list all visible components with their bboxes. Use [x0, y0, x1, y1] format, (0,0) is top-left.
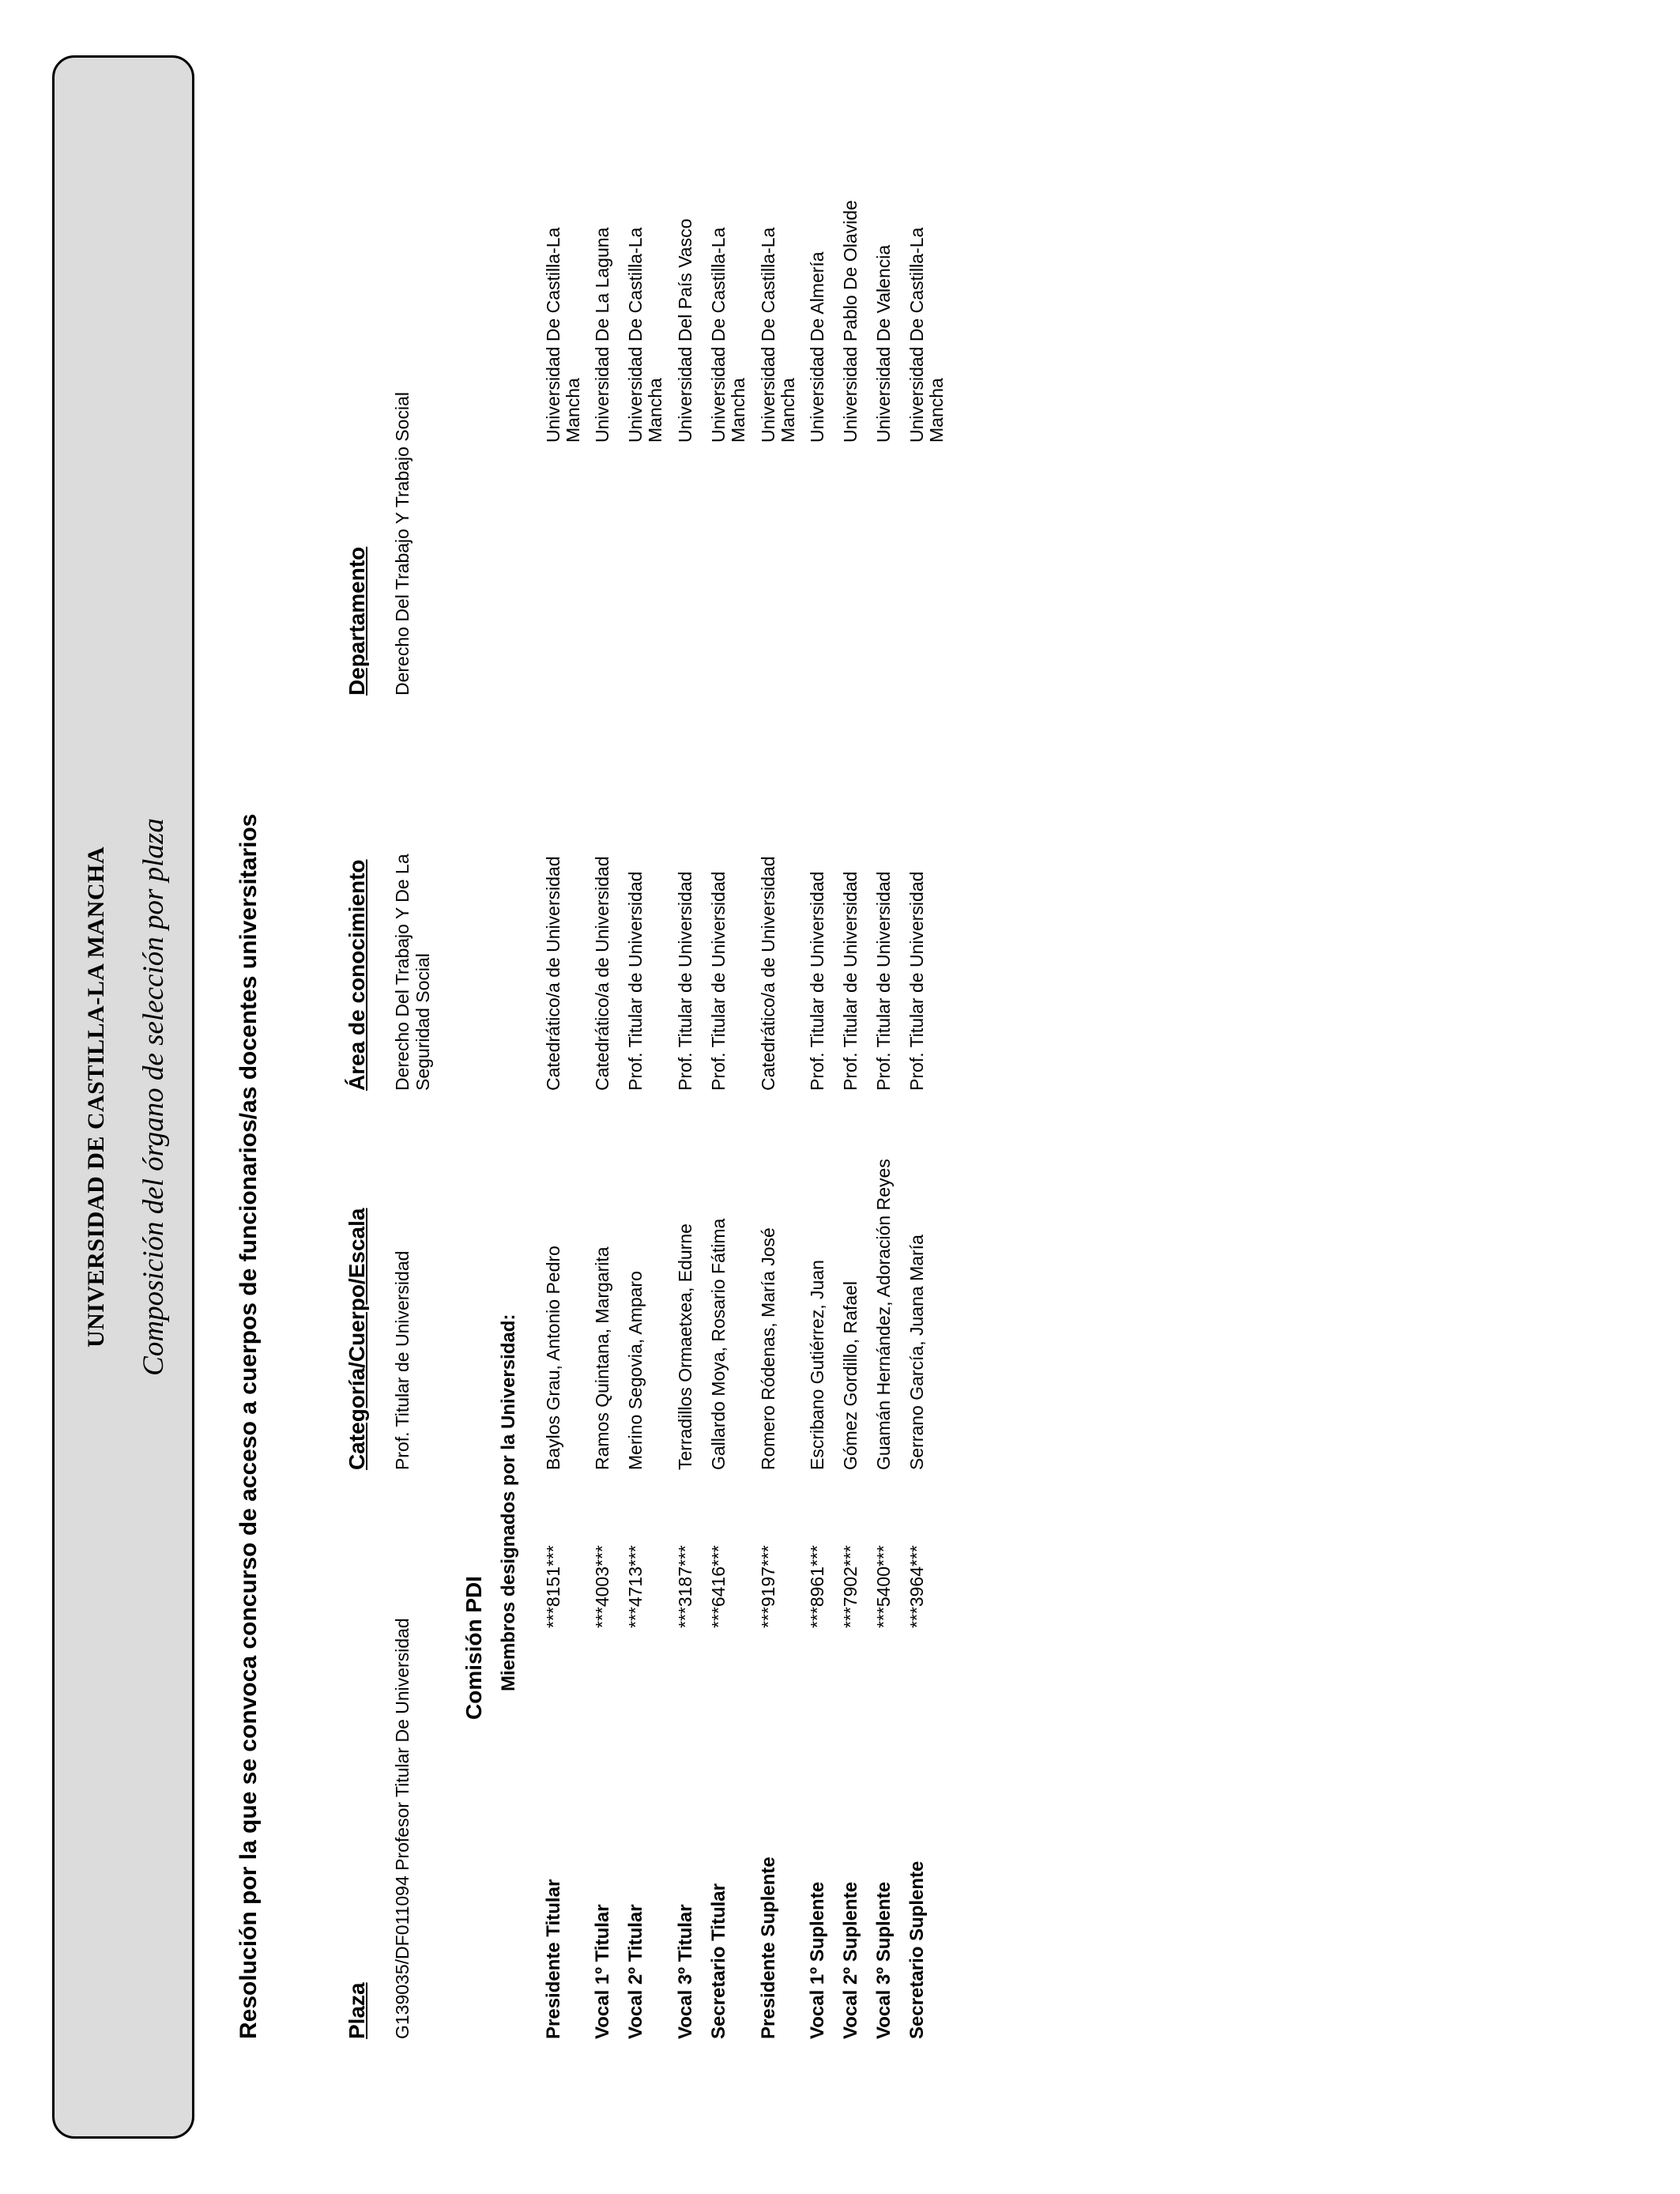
header-area: Área de conocimiento	[345, 859, 369, 1091]
member-role: Vocal 1º Titular	[592, 1904, 613, 2039]
member-dni: ***6416***	[708, 1545, 729, 1628]
member-category: Prof. Titular de Universidad	[906, 871, 927, 1091]
resolution-title: Resolución por la que se convoca concurso de acceso a cuerpos de funcionarios/as docentes universitarios	[235, 813, 262, 2039]
member-role: Secretario Titular	[708, 1883, 729, 2039]
member-dni: ***3187***	[675, 1545, 695, 1628]
member-institution: Universidad De Almería	[807, 251, 827, 443]
member-role: Vocal 2º Suplente	[840, 1881, 861, 2039]
member-category: Prof. Titular de Universidad	[675, 871, 695, 1091]
member-dni: ***7902***	[840, 1545, 861, 1628]
header-box	[52, 55, 194, 2139]
member-institution: Universidad De Castilla-La Mancha	[543, 227, 583, 443]
header-departamento: Departamento	[345, 546, 369, 696]
member-role: Vocal 2º Titular	[625, 1904, 646, 2039]
member-dni: ***4003***	[592, 1545, 612, 1628]
member-category: Catedrático/a de Universidad	[758, 856, 778, 1091]
member-dni: ***8961***	[807, 1545, 827, 1628]
member-category: Catedrático/a de Universidad	[592, 856, 612, 1091]
university-title: UNIVERSIDAD DE CASTILLA-LA MANCHA	[83, 846, 109, 1348]
member-category: Catedrático/a de Universidad	[543, 856, 563, 1091]
member-category: Prof. Titular de Universidad	[840, 871, 861, 1091]
member-dni: ***8151***	[543, 1545, 563, 1628]
member-dni: ***4713***	[625, 1545, 646, 1628]
header-categoria: Categoría/Cuerpo/Escala	[345, 1208, 369, 1470]
member-name: Merino Segovia, Amparo	[625, 1271, 646, 1470]
member-row	[626, 0, 673, 2194]
member-row	[907, 0, 955, 2194]
member-name: Terradillos Ormaetxea, Edurne	[675, 1223, 695, 1470]
member-name: Guamán Hernández, Adoración Reyes	[873, 1159, 894, 1470]
member-name: Gómez Gordillo, Rafael	[840, 1280, 861, 1470]
member-row	[544, 0, 591, 2194]
member-role: Vocal 3º Titular	[675, 1904, 696, 2039]
member-category: Prof. Titular de Universidad	[807, 871, 827, 1091]
member-institution: Universidad De Castilla-La Mancha	[625, 227, 665, 443]
member-institution: Universidad Del País Vasco	[675, 218, 695, 443]
member-role: Vocal 3º Suplente	[873, 1881, 895, 2039]
member-dni: ***3964***	[906, 1545, 927, 1628]
member-category: Prof. Titular de Universidad	[625, 871, 646, 1091]
member-institution: Universidad Pablo De Olavide	[840, 200, 861, 443]
member-institution: Universidad De Castilla-La Mancha	[906, 227, 947, 443]
commission-subtitle: Miembros designados por la Universidad:	[498, 1314, 519, 1691]
member-category: Prof. Titular de Universidad	[708, 871, 729, 1091]
plaza-value: G139035/DF011094 Profesor Titular De Universidad	[392, 1618, 412, 2039]
member-row	[759, 0, 806, 2194]
member-category: Prof. Titular de Universidad	[873, 871, 894, 1091]
member-role: Vocal 1º Suplente	[807, 1881, 828, 2039]
member-role: Presidente Suplente	[758, 1857, 779, 2039]
commission-title: Comisión PDI	[461, 1575, 486, 1720]
area-value: Derecho Del Trabajo Y De La Seguridad Social	[392, 854, 433, 1091]
member-institution: Universidad De Castilla-La Mancha	[708, 227, 748, 443]
header-plaza: Plaza	[345, 1982, 369, 2039]
member-institution: Universidad De Valencia	[873, 244, 894, 443]
member-dni: ***9197***	[758, 1545, 778, 1628]
categoria-value: Prof. Titular de Universidad	[392, 1250, 412, 1470]
member-institution: Universidad De Castilla-La Mancha	[758, 227, 798, 443]
member-role: Presidente Titular	[543, 1879, 564, 2039]
member-name: Serrano García, Juana María	[906, 1235, 927, 1470]
departamento-value: Derecho Del Trabajo Y Trabajo Social	[392, 392, 412, 696]
member-row	[709, 0, 756, 2194]
member-role: Secretario Suplente	[906, 1860, 928, 2039]
member-institution: Universidad De La Laguna	[592, 227, 612, 443]
member-dni: ***5400***	[873, 1545, 894, 1628]
member-name: Ramos Quintana, Margarita	[592, 1246, 612, 1470]
member-name: Gallardo Moya, Rosario Fátima	[708, 1218, 729, 1470]
document-subtitle: Composición del órgano de selección por plaza	[137, 818, 170, 1376]
member-name: Baylos Grau, Antonio Pedro	[543, 1246, 563, 1470]
member-name: Romero Ródenas, María José	[758, 1227, 778, 1470]
member-name: Escribano Gutiérrez, Juan	[807, 1260, 827, 1470]
